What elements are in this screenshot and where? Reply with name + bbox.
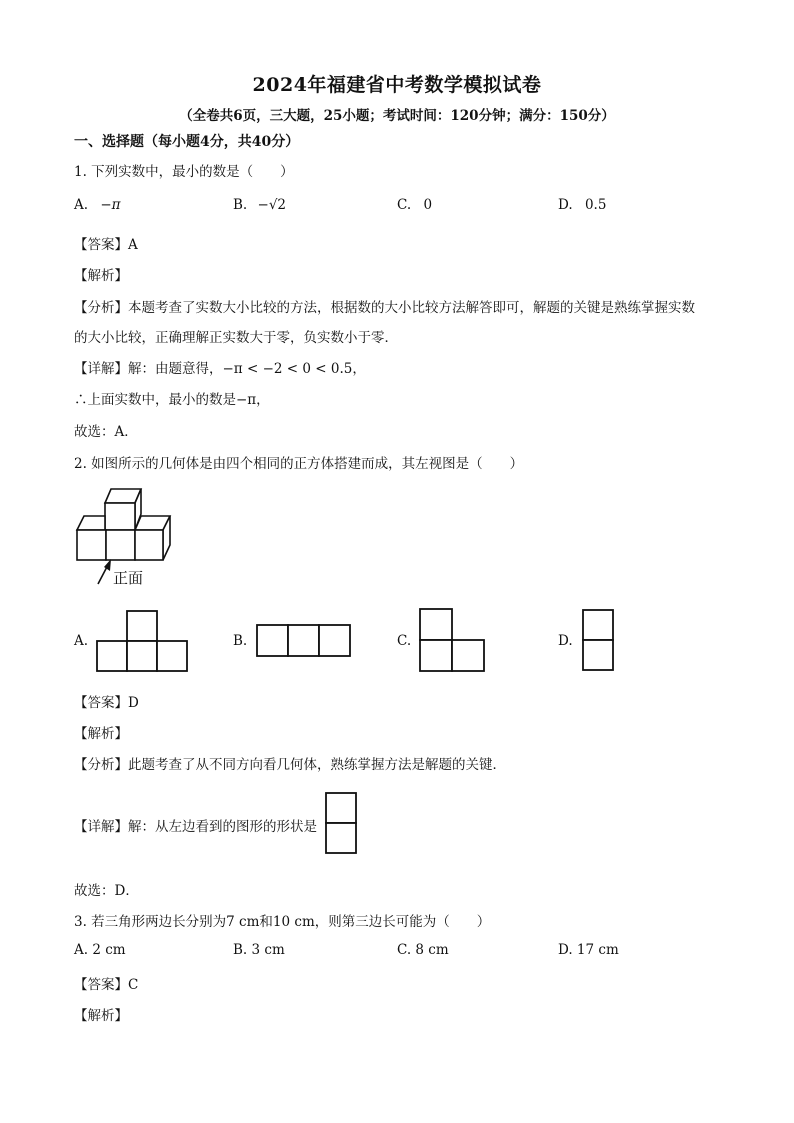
q2-option-a-label: A. xyxy=(74,633,89,649)
q1-analysis-heading: 【解析】 xyxy=(74,268,128,284)
q1-analysis-line2: 的大小比较，正确理解正实数大于零，负实数小于零． xyxy=(74,330,398,346)
q2-option-b-figure xyxy=(256,624,352,658)
q1-option-a-value: −π xyxy=(100,197,121,213)
q1-option-d-value: 0.5 xyxy=(584,197,607,213)
q1-detail: 【详解】解：由题意得，−π < −2 < 0 < 0.5， xyxy=(74,361,366,377)
q2-option-d-label: D. xyxy=(558,633,573,649)
q3-option-b: B. 3 cm xyxy=(233,942,285,958)
q2-stem: 2. 如图所示的几何体是由四个相同的正方体搭建而成，其左视图是（ ） xyxy=(74,456,524,472)
bottom-right-cube xyxy=(135,530,163,560)
exam-info: （全卷共6页，三大题，25小题；考试时间：120分钟；满分：150分） xyxy=(179,108,615,124)
q1-option-a-label: A. xyxy=(74,197,89,213)
q2-option-b-label: B. xyxy=(233,633,248,649)
q1-choice: 故选：A． xyxy=(74,424,138,440)
q2-answer: 【答案】D xyxy=(74,695,139,711)
q1-option-c xyxy=(397,197,432,213)
q2-analysis-heading: 【解析】 xyxy=(74,726,128,742)
section-heading: 一、选择题（每小题4分，共40分） xyxy=(74,134,300,150)
q1-answer: 【答案】A xyxy=(74,237,138,253)
q3-option-c: C. 8 cm xyxy=(397,942,449,958)
q1-option-a xyxy=(74,197,121,213)
q1-option-c-value: 0 xyxy=(423,197,433,213)
left-cube-roof xyxy=(77,516,105,530)
q1-option-c-label: C. xyxy=(397,197,412,213)
top-cube-front xyxy=(105,503,135,530)
q3-option-d: D. 17 cm xyxy=(558,942,619,958)
bottom-left-cube xyxy=(77,530,106,560)
q1-option-d xyxy=(558,197,606,213)
q2-analysis: 【分析】此题考查了从不同方向看几何体，熟练掌握方法是解题的关键． xyxy=(74,757,506,773)
q3-stem: 3. 若三角形两边长分别为7 cm和10 cm，则第三边长可能为（ ） xyxy=(74,914,491,930)
page-title: 2024年福建省中考数学模拟试卷 xyxy=(252,74,542,96)
q2-option-d-figure xyxy=(582,609,615,672)
q1-stem: 1. 下列实数中，最小的数是（ ） xyxy=(74,164,294,180)
front-label: 正面 xyxy=(113,569,144,587)
q3-answer: 【答案】C xyxy=(74,977,139,993)
q1-analysis-line1: 【分析】本题考查了实数大小比较的方法，根据数的大小比较方法解答即可，解题的关键是熟练掌握实数 xyxy=(74,300,695,316)
q1-therefore: ∴上面实数中，最小的数是−π， xyxy=(74,392,270,408)
q1-option-b-value: −√2 xyxy=(257,197,287,213)
q2-detail-figure xyxy=(325,792,358,855)
q2-option-c-label: C. xyxy=(397,633,412,649)
q1-option-d-label: D. xyxy=(558,197,573,213)
bottom-middle-cube xyxy=(106,530,135,560)
q1-option-b xyxy=(233,197,286,213)
q2-option-a-figure xyxy=(96,610,190,672)
q2-option-c-figure xyxy=(419,608,486,672)
q3-analysis-heading: 【解析】 xyxy=(74,1008,128,1024)
q2-choice: 故选：D． xyxy=(74,883,139,899)
q1-option-b-label: B. xyxy=(233,197,248,213)
q2-detail: 【详解】解：从左边看到的图形的形状是 xyxy=(74,819,317,835)
q3-option-a: A. 2 cm xyxy=(74,942,126,958)
